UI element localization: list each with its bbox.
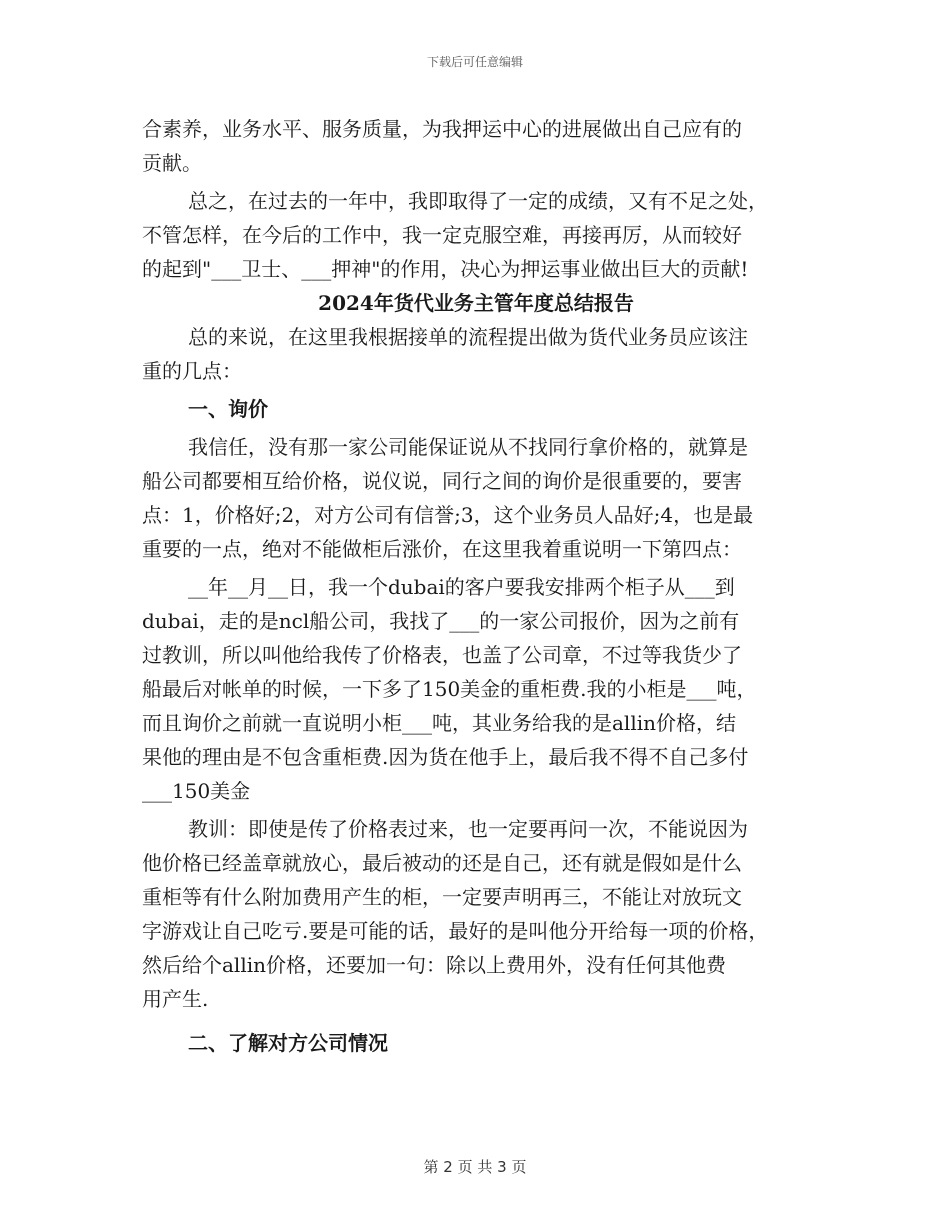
text-line: 船最后对帐单的时候，一下多了150美金的重柜费.我的小柜是___吨，: [142, 677, 757, 701]
paragraph: [142, 812, 810, 1016]
text-line: 贡献。: [142, 151, 202, 175]
text-line: dubai，走的是ncl船公司，我找了___的一家公司报价，因为之前有: [142, 609, 740, 633]
text-line: 字游戏让自己吃亏.要是可能的话，最好的是叫他分开给每一项的价格，: [142, 919, 769, 943]
text-line: 合素养，业务水平、服务质量，为我押运中心的进展做出自己应有的: [142, 117, 742, 141]
paragraph: [142, 112, 810, 180]
text-line: 而且询价之前就一直说明小柜___吨，其业务给我的是allin价格，结: [142, 711, 736, 735]
page-header: 下载后可任意编辑: [426, 55, 523, 69]
text-line: 的起到"___卫士、___押神"的作用，决心为押运事业做出巨大的贡献!: [142, 257, 749, 281]
document-body: [142, 112, 810, 1060]
report-title: 2024年货代业务主管年度总结报告: [318, 291, 634, 315]
text-line: 教训：即使是传了价格表过来，也一定要再问一次，不能说因为: [188, 817, 748, 841]
text-line: 用产生.: [142, 987, 209, 1011]
text-line: ___150美金: [142, 779, 251, 803]
text-line: 过教训，所以叫他给我传了价格表，也盖了公司章，不过等我货少了: [142, 643, 742, 667]
paragraph: [142, 184, 810, 286]
text-line: 不管怎样，在今后的工作中，我一定克服空难，再接再厉，从而较好: [142, 223, 742, 247]
section-heading-inquiry: 一、询价: [188, 397, 268, 421]
section-heading-company-info: 二、了解对方公司情况: [188, 1031, 388, 1055]
text-line: 重要的一点，绝对不能做柜后涨价，在这里我着重说明一下第四点：: [142, 537, 742, 561]
text-line: 重柜等有什么附加费用产生的柜，一定要声明再三，不能让对放玩文: [142, 885, 742, 909]
text-line: 我信任，没有那一家公司能保证说从不找同行拿价格的，就算是: [188, 435, 748, 459]
paragraph: [142, 570, 810, 808]
text-line: __年__月__日，我一个dubai的客户要我安排两个柜子从___到: [188, 575, 735, 599]
text-line: 然后给个allin价格，还要加一句：除以上费用外，没有任何其他费: [142, 953, 726, 977]
text-line: 点：1，价格好;2，对方公司有信誉;3，这个业务员人品好;4，也是最: [142, 503, 754, 527]
text-line: 他价格已经盖章就放心，最后被动的还是自己，还有就是假如是什么: [142, 851, 742, 875]
paragraph: [142, 430, 810, 566]
text-line: 总的来说，在这里我根据接单的流程提出做为货代业务员应该注: [188, 325, 748, 349]
page-footer: 第 2 页 共 3 页: [423, 1158, 527, 1176]
text-line: 重的几点：: [142, 359, 242, 383]
text-line: 船公司都要相互给价格，说仪说，同行之间的询价是很重要的，要害: [142, 469, 742, 493]
text-line: 总之，在过去的一年中，我即取得了一定的成绩，又有不足之处，: [188, 189, 768, 213]
paragraph: [142, 320, 810, 388]
text-line: 果他的理由是不包含重柜费.因为货在他手上，最后我不得不自己多付: [142, 745, 749, 769]
